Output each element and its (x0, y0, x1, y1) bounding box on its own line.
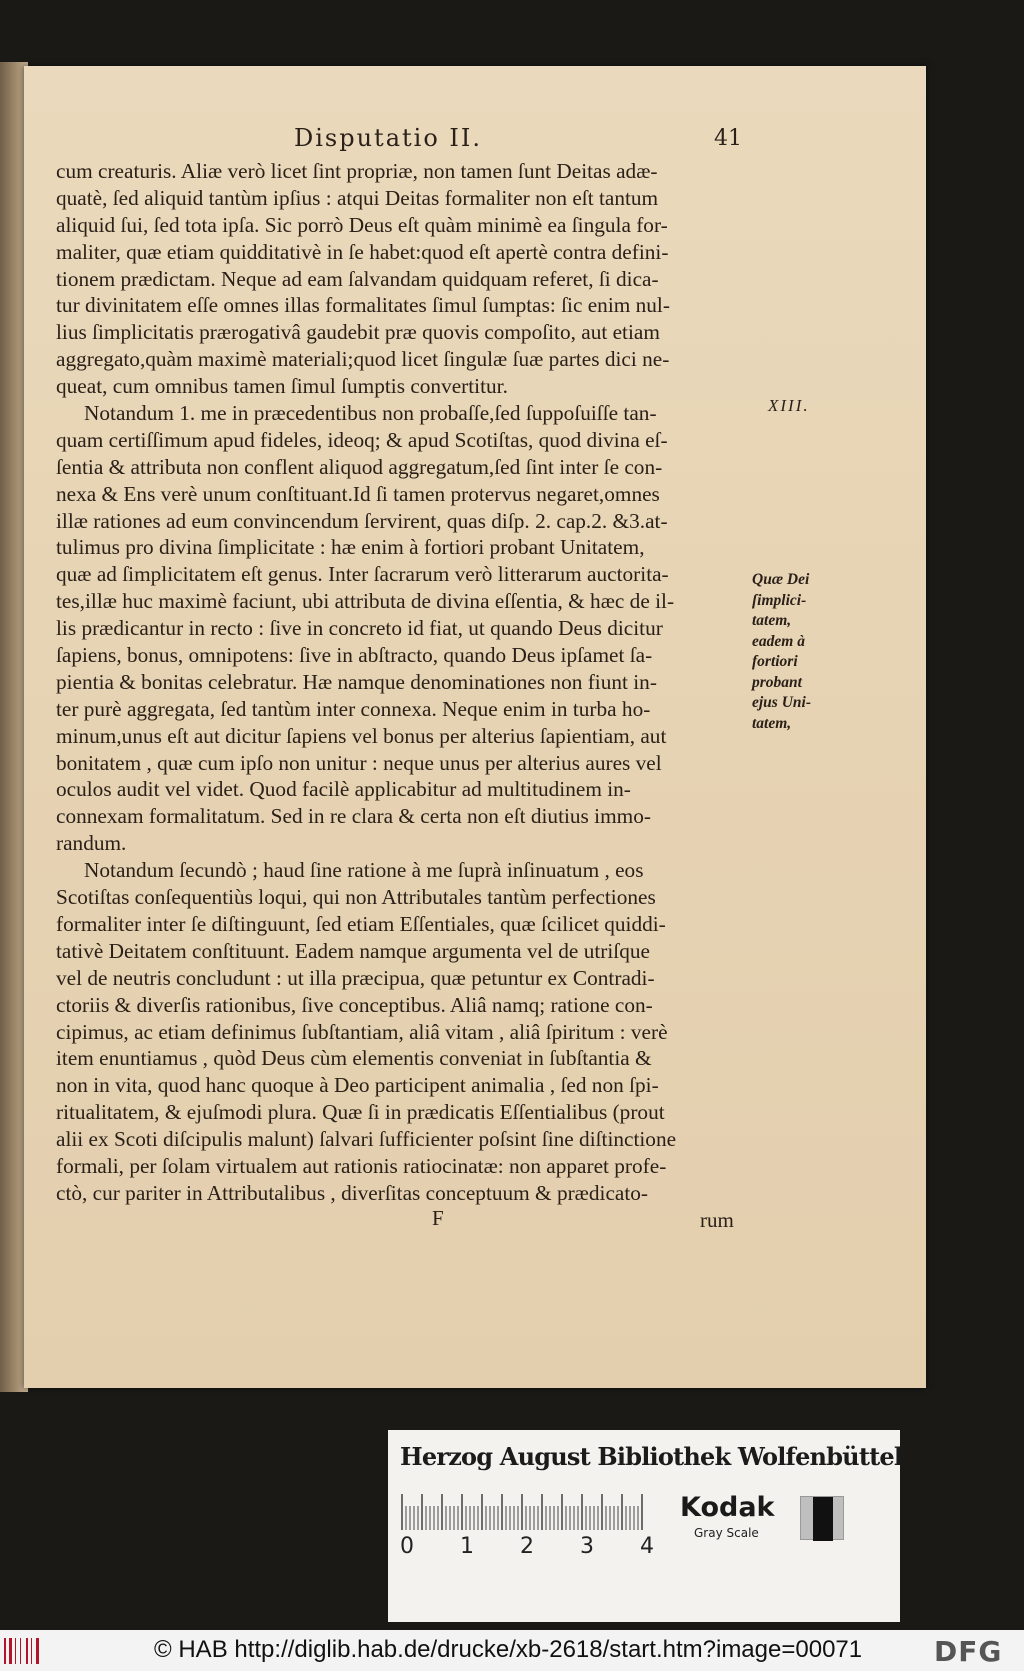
barcode-icon (4, 1638, 44, 1664)
text-line: vel de neutris concludunt : ut illa præcipua, quæ petuntur ex Contradi- (56, 965, 655, 990)
text-line: ctoriis & diverſis rationibus, ſive conceptibus. Aliâ namq; ratione con- (56, 992, 653, 1017)
body-text (56, 158, 772, 1207)
text-line: quatè, ſed aliquid tantùm ipſius : atqui Deitas formaliter non eſt tantum (56, 185, 659, 210)
ruler-labels (400, 1534, 660, 1558)
text-line: tativè Deitatem conſtituunt. Eadem namque argumenta vel de utriſque (56, 938, 650, 963)
text-line: cum creaturis. Aliæ verò licet ſint propriæ, non tamen ſunt Deitas adæ- (56, 159, 658, 183)
text-line: nexa & Ens verè unum conſtituant.Id ſi tamen protervus negaret,omnes (56, 481, 660, 506)
margin-gloss-line: tatem, (752, 612, 792, 629)
text-line: Scotiſtas conſequentiùs loqui, qui non Attributales tantùm perfectiones (56, 885, 656, 910)
text-line: oculos audit vel videt. Quod facilè applicabitur ad multitudinem in- (56, 777, 631, 802)
text-line: formali, per ſolam virtualem aut rationis ratiocinatæ: non apparet profe- (56, 1153, 667, 1178)
library-name: Herzog August Bibliothek Wolfenbüttel (400, 1442, 903, 1471)
text-line: cipimus, ac etiam definimus ſubſtantiam, aliâ vitam , aliâ ſpiritum : verè (56, 1019, 668, 1044)
text-line: tes,illæ huc maximè faciunt, ubi attributa de divina eſſentia, & hæc de il- (56, 589, 675, 614)
text-line: ctò, cur pariter in Attributalibus , diverſitas conceptuum & prædicato- (56, 1180, 649, 1205)
text-line: ritualitatem, & ejuſmodi plura. Quæ ſi in prædicatis Eſſentialibus (prout (56, 1100, 665, 1125)
margin-gloss-line: probant (752, 673, 802, 691)
running-head (24, 124, 926, 154)
text-line: item enuntiamus , quòd Deus cùm elementis conveniat in ſubſtantia & (56, 1046, 652, 1071)
margin-gloss (752, 570, 862, 734)
text-line: Notandum ſecundò ; haud ſine ratione à me ſuprà inſinuatum , eos (84, 858, 644, 883)
footer-bar (0, 1630, 1024, 1671)
kodak-label: Kodak (680, 1492, 775, 1523)
gray-swatch-icon (800, 1496, 844, 1540)
margin-gloss-line: ſimplici- (752, 591, 807, 609)
book-page (24, 66, 926, 1388)
catchword: rum (700, 1208, 734, 1232)
text-line: ſentia & attributa non conflent aliquod aggregatum,ſed ſint inter ſe con- (56, 454, 663, 479)
ruler-number: 1 (460, 1534, 474, 1559)
text-line: quam certiſſimum apud fideles, ideoq; & apud Scotiſtas, quod divina eſ- (56, 427, 668, 452)
text-line: aliquid ſui, ſed tota ipſa. Sic porrò Deus eſt quàm minimè ea ſingula for- (56, 212, 668, 237)
page-number: 41 (714, 126, 742, 151)
ruler-ticks-icon (400, 1494, 648, 1530)
gray-scale-label: Gray Scale (694, 1526, 759, 1540)
text-line: alii ex Scoti diſcipulis malunt) ſalvari ſufficienter poſsint ſine diſtinctione (56, 1127, 677, 1152)
margin-section-number: XIII. (768, 396, 810, 415)
running-title: Disputatio II. (294, 124, 482, 152)
signature-mark: F (432, 1206, 444, 1230)
text-line: lius ſimplicitatis prærogativâ gaudebit præ quovis compoſito, aut etiam (56, 320, 660, 345)
ruler-number: 4 (640, 1534, 654, 1559)
text-line: randum. (56, 831, 127, 856)
text-line: connexam formalitatum. Sed in re clara & certa non eſt diutius immo- (56, 804, 651, 829)
ruler-number: 0 (400, 1534, 414, 1559)
margin-gloss-line: tatem, (752, 714, 792, 732)
text-line: minum,unus eſt aut dicitur ſapiens vel bonus per alterius ſapientiam, aut (56, 723, 667, 748)
text-line: tulimus pro divina ſimplicitate : hæ enim à fortiori probant Unitatem, (56, 535, 645, 560)
dfg-logo: DFG (934, 1635, 1003, 1668)
text-line: formaliter inter ſe diſtinguunt, ſed etiam Eſſentiales, quæ ſcilicet quiddi- (56, 911, 666, 936)
ruler-number: 2 (520, 1534, 534, 1559)
text-line: illæ rationes ad eum convincendum ſervirent, quas diſp. 2. cap.2. &3.at- (56, 508, 668, 533)
margin-gloss-line: Quæ Dei (752, 571, 810, 588)
text-line: maliter, quæ etiam quidditativè in ſe habet:quod eſt apertè contra defini- (56, 239, 669, 264)
margin-gloss-line: eadem à (752, 632, 805, 650)
text-line: quæ ad ſimplicitatem eſt genus. Inter ſacrarum verò litterarum auctorita- (56, 562, 669, 587)
margin-gloss-line: ejus Uni- (752, 694, 811, 711)
ruler-number: 3 (580, 1534, 594, 1559)
text-line: ſapiens, bonus, omnipotens: ſive in abſtracto, quando Deus ipſamet ſa- (56, 643, 653, 668)
scale-bar (400, 1492, 884, 1559)
text-line: tur divinitatem eſſe omnes illas formalitates ſimul ſumptas: ſic enim nul- (56, 293, 670, 318)
margin-gloss-line: fortiori (752, 653, 798, 670)
text-line: bonitatem , quæ cum ipſo non unitur : neque unus per alterius aures vel (56, 750, 662, 775)
text-line: lis prædicantur in recto : ſive in concreto id fiat, ut quando Deus dicitur (56, 616, 663, 641)
text-line: ter purè aggregata, ſed tantùm inter connexa. Neque enim in turba ho- (56, 696, 651, 721)
footer-copyright-link[interactable]: © HAB http://diglib.hab.de/drucke/xb-2618/start.htm?image=00071 (154, 1636, 863, 1663)
text-line: queat, cum omnibus tamen ſimul ſumptis convertitur. (56, 374, 508, 399)
text-line: pientia & bonitas celebratur. Hæ namque denominationes non fiunt in- (56, 669, 657, 694)
text-line: tionem prædictam. Neque ad eam ſalvandam quidquam referet, ſi dica- (56, 266, 659, 291)
text-line: non in vita, quod hanc quoque à Deo participent animalia , ſed non ſpi- (56, 1073, 659, 1098)
text-line: Notandum 1. me in præcedentibus non probaſſe,ſed ſuppoſuiſſe tan- (84, 401, 657, 426)
library-color-card (388, 1430, 903, 1622)
text-line: aggregato,quàm maximè materiali;quod licet ſingulæ ſuæ partes dici ne- (56, 347, 670, 372)
